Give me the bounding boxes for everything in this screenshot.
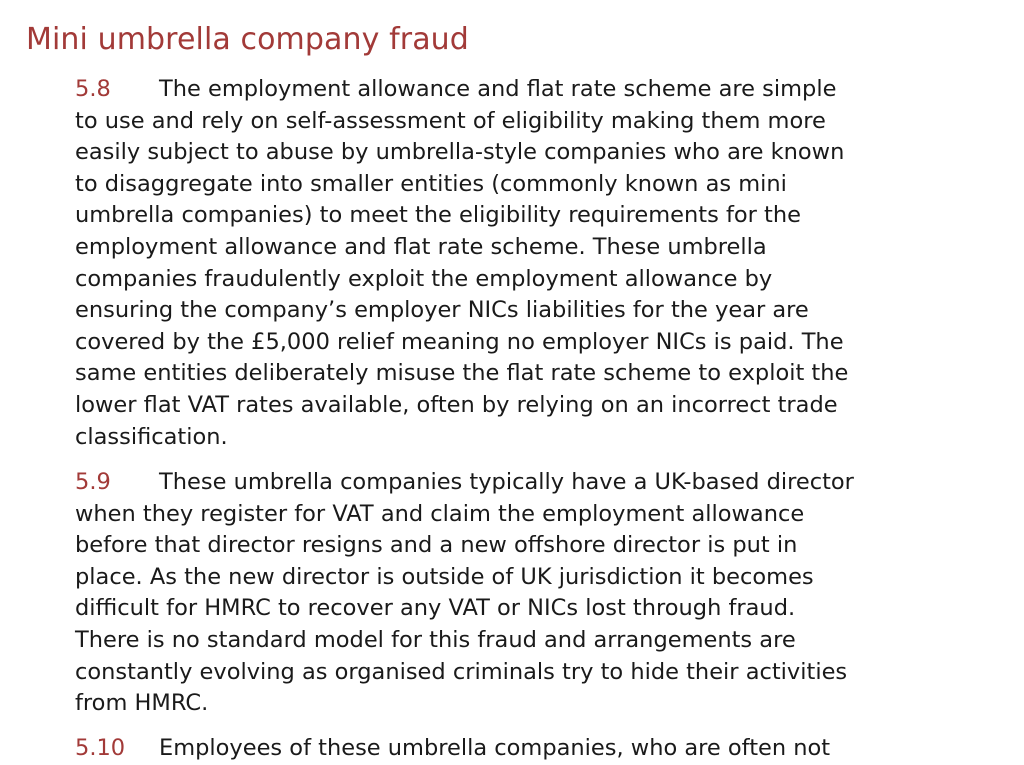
paragraph-line: easily subject to abuse by umbrella-style companies who are known xyxy=(75,139,845,166)
paragraph-line: when they register for VAT and claim the employment allowance xyxy=(75,500,805,527)
section-heading: Mini umbrella company fraud xyxy=(26,22,469,57)
paragraph-line: from HMRC. xyxy=(75,690,209,717)
paragraph-5-8 xyxy=(75,74,965,453)
paragraph-line: to disaggregate into smaller entities (commonly known as mini xyxy=(75,170,787,197)
paragraph-line: same entities deliberately misuse the flat rate scheme to exploit the xyxy=(75,360,849,387)
paragraph-line: companies fraudulently exploit the employment allowance by xyxy=(75,265,773,292)
paragraph-number: 5.8 xyxy=(75,76,111,102)
paragraph-line: employment allowance and flat rate scheme. These umbrella xyxy=(75,233,767,260)
paragraph-text: The employment allowance and flat rate scheme are simple xyxy=(159,76,837,102)
paragraph-line: covered by the £5,000 relief meaning no employer NICs is paid. The xyxy=(75,328,844,355)
paragraph-line xyxy=(75,733,965,765)
paragraph-line xyxy=(75,467,965,499)
paragraph-line: umbrella companies) to meet the eligibility requirements for the xyxy=(75,202,801,229)
paragraph-text: Employees of these umbrella companies, who are often not xyxy=(159,735,831,761)
paragraph-line xyxy=(75,74,965,106)
paragraph-line: There is no standard model for this fraud and arrangements are xyxy=(75,626,796,653)
paragraph-line: difficult for HMRC to recover any VAT or NICs lost through fraud. xyxy=(75,595,796,622)
paragraph-number: 5.9 xyxy=(75,469,111,495)
paragraph-line: place. As the new director is outside of UK jurisdiction it becomes xyxy=(75,563,814,590)
paragraph-line: to use and rely on self-assessment of eligibility making them more xyxy=(75,107,826,134)
paragraph-line: before that director resigns and a new offshore director is put in xyxy=(75,532,798,559)
paragraph-line: classification. xyxy=(75,423,228,450)
paragraph-line: ensuring the company’s employer NICs liabilities for the year are xyxy=(75,297,809,324)
paragraph-5-10 xyxy=(75,733,965,765)
paragraph-line: constantly evolving as organised criminals try to hide their activities xyxy=(75,658,848,685)
paragraph-5-9 xyxy=(75,467,965,720)
paragraph-text: These umbrella companies typically have a UK-based director xyxy=(159,469,854,495)
paragraph-line: lower flat VAT rates available, often by relying on an incorrect trade xyxy=(75,391,838,418)
paragraph-number: 5.10 xyxy=(75,735,126,761)
